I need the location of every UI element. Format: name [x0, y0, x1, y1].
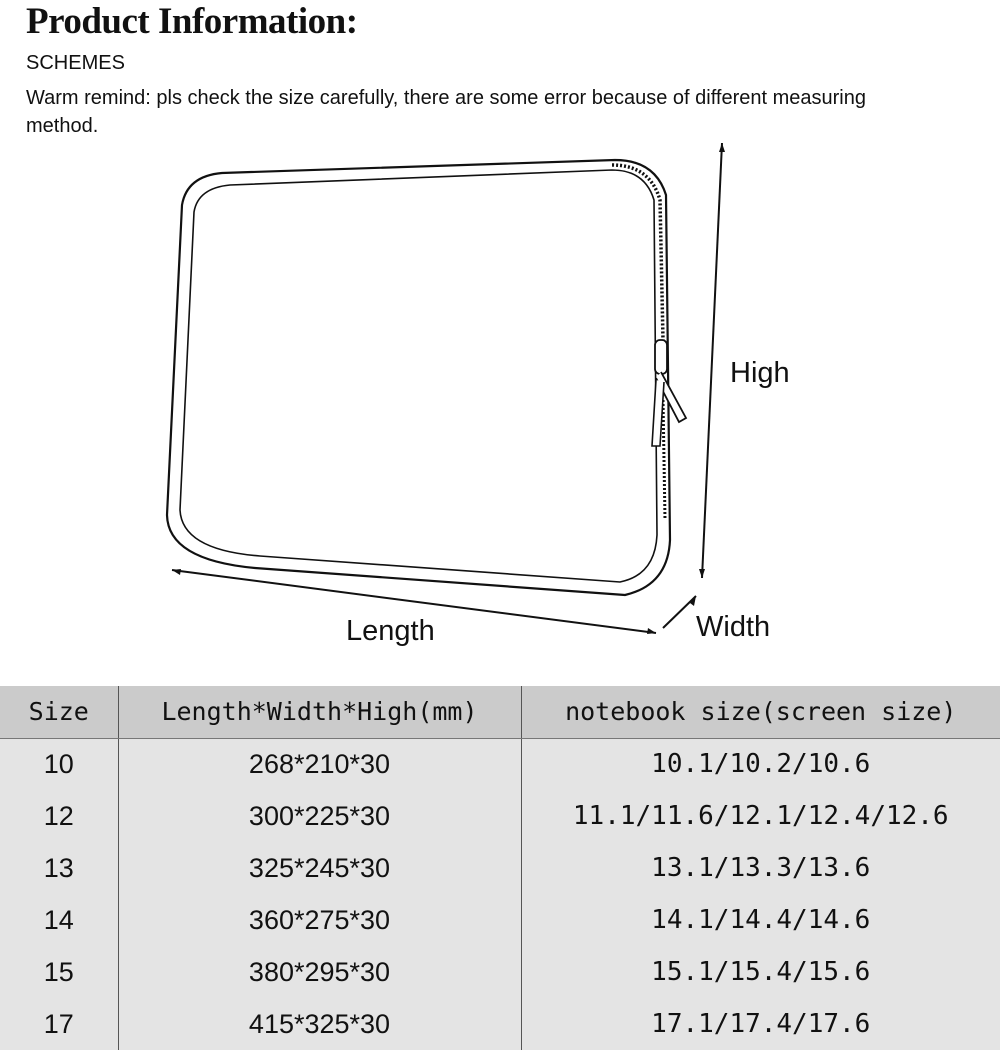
table-row	[0, 946, 1000, 998]
laptop-sleeve-diagram	[0, 135, 1000, 655]
table-row	[0, 998, 1000, 1050]
sleeve-outer-outline	[167, 160, 670, 595]
screen-size-cell: 14.1/14.4/14.6	[651, 905, 871, 935]
screen-size-cell: 13.1/13.3/13.6	[651, 853, 871, 883]
width-label: Width	[696, 611, 771, 643]
page-title: Product Information:	[26, 1, 358, 42]
warm-remind-note: Warm remind: pls check the size carefully, there are some error because of different measuring method.	[26, 87, 866, 137]
dimensions-cell: 268*210*30	[118, 738, 521, 790]
dimensions-cell: 415*325*30	[118, 998, 521, 1050]
dimensions-cell: 300*225*30	[118, 790, 521, 842]
size-cell: 14	[0, 894, 118, 946]
header-size: Size	[0, 686, 118, 738]
dimensions-cell: 380*295*30	[118, 946, 521, 998]
screen-size-cell: 10.1/10.2/10.6	[651, 749, 871, 780]
high-label: High	[730, 357, 790, 389]
dimensions-cell: 325*245*30	[118, 842, 521, 894]
table-row	[0, 894, 1000, 946]
table-row	[0, 738, 1000, 790]
size-cell: 10	[0, 738, 118, 790]
screen-size-cell: 17.1/17.4/17.6	[651, 1009, 871, 1039]
size-cell: 12	[0, 790, 118, 842]
table-row	[0, 790, 1000, 842]
zipper-track-lower	[663, 400, 665, 520]
table-header-row	[0, 686, 1000, 738]
schemes-label: SCHEMES	[26, 52, 125, 74]
size-chart-table	[0, 686, 1000, 1050]
sleeve-inner-outline	[180, 170, 657, 582]
size-cell: 15	[0, 946, 118, 998]
table-row	[0, 842, 1000, 894]
header-dimensions: Length*Width*High(mm)	[118, 686, 521, 738]
size-cell: 17	[0, 998, 118, 1050]
length-label: Length	[346, 615, 435, 647]
screen-size-cell: 11.1/11.6/12.1/12.4/12.6	[572, 801, 949, 831]
high-dimension-line	[699, 143, 725, 578]
screen-size-cell: 15.1/15.4/15.6	[651, 957, 871, 987]
width-dimension-line	[663, 596, 696, 628]
header-notebook-size: notebook size(screen size)	[521, 686, 1000, 738]
dimensions-cell: 360*275*30	[118, 894, 521, 946]
size-cell: 13	[0, 842, 118, 894]
